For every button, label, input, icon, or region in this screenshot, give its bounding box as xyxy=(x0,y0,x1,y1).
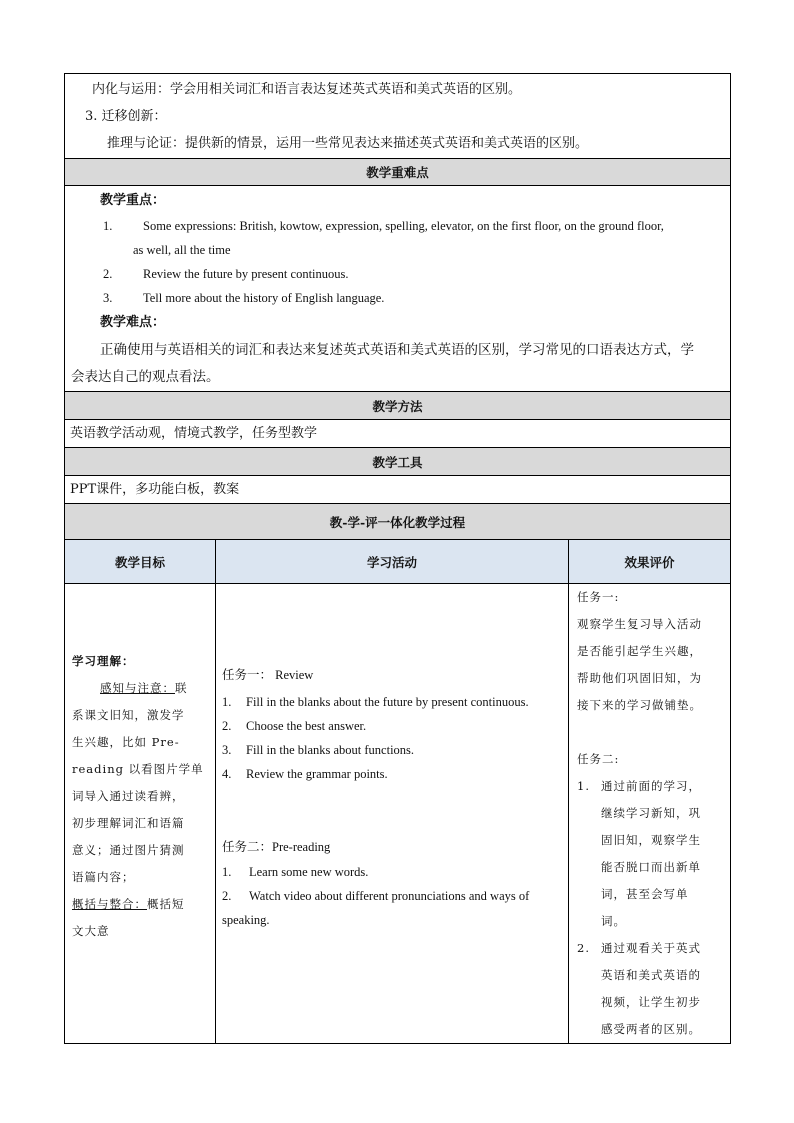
eval-task1-line: 观察学生复习导入活动 xyxy=(577,617,702,631)
goal-cell xyxy=(65,584,216,1044)
eval-task2-title: 任务二: xyxy=(577,752,620,766)
goal-line: 生兴趣，比如 Pre- xyxy=(72,735,180,749)
goal-line: 系课文旧知，激发学 xyxy=(72,708,185,722)
goal-line: 文大意 xyxy=(72,924,110,938)
focus-item: 1. Some expressions: British, kowtow, expression, spelling, elevator, on the first floor, on the ground floor, xyxy=(103,219,664,233)
focus-label: 教学重点： xyxy=(100,193,166,208)
goal-title: 学习理解： xyxy=(72,654,135,668)
task1-item: 3. Fill in the blanks about functions. xyxy=(222,743,415,757)
objective-line: 内化与运用：学会用相关词汇和语言表达复述英式英语和美式英语的区别。 xyxy=(92,82,522,97)
focus-item-continuation: as well, all the time xyxy=(133,243,231,257)
goal-line: 意义；通过图片猜测 xyxy=(72,843,185,857)
focus-item: 3. Tell more about the history of English language. xyxy=(103,291,385,305)
column-header-activities: 学习活动 xyxy=(216,540,569,584)
task2-item: 2. Watch video about different pronunciations and ways of xyxy=(222,889,530,903)
task1-item: 4. Review the grammar points. xyxy=(222,767,388,781)
tools-text: PPT课件，多功能白板，教案 xyxy=(65,476,731,504)
evaluation-cell xyxy=(569,584,731,1044)
difficulty-text-cont: 会表达自己的观点看法。 xyxy=(71,369,220,385)
column-header-evaluation: 效果评价 xyxy=(569,540,731,584)
lesson-plan-table xyxy=(64,73,730,1044)
task2-item: 1. Learn some new words. xyxy=(222,865,369,879)
goal-line: reading 以看图片学单 xyxy=(72,762,204,776)
eval-task2-item: 2. 通过观看关于英式 英语和美式英语的 视频，让学生初步 感受两者的区别。 xyxy=(577,941,701,1036)
difficulty-text: 正确使用与英语相关的词汇和表达来复述英式英语和美式英语的区别，学习常见的口语表达方式，学 xyxy=(100,342,694,358)
task2-item-continuation: speaking. xyxy=(222,913,270,927)
objectives-continuation xyxy=(65,74,731,159)
goal-line: 初步理解词汇和语篇 xyxy=(72,816,185,830)
eval-task1-line: 帮助他们巩固旧知，为 xyxy=(577,671,702,685)
task1-item: 1. Fill in the blanks about the future by present continuous. xyxy=(222,695,529,709)
objective-line: 推理与论证：提供新的情景，运用一些常见表达来描述英式英语和美式英语的区别。 xyxy=(107,136,589,151)
eval-task2-item: 1. 通过前面的学习， 继续学习新知，巩 固旧知，观察学生 能否脱口而出新单 词，甚至会写单 词。 xyxy=(577,779,701,928)
section-header-tools: 教学工具 xyxy=(65,448,731,476)
goal-line: 语篇内容； xyxy=(72,870,135,884)
section-header-methods: 教学方法 xyxy=(65,392,731,420)
objective-heading: 3. 迁移创新： xyxy=(85,109,167,124)
goal-line: 概括与整合：概括短 xyxy=(72,897,185,911)
eval-task1-line: 是否能引起学生兴趣， xyxy=(577,644,702,658)
difficulty-label: 教学难点： xyxy=(100,315,166,330)
activities-cell xyxy=(216,584,569,1044)
methods-text: 英语教学活动观，情境式教学，任务型教学 xyxy=(65,420,731,448)
key-points-body xyxy=(65,186,731,392)
eval-task1-line: 接下来的学习做铺垫。 xyxy=(577,698,702,712)
task1-item: 2. Choose the best answer. xyxy=(222,719,367,733)
goal-line: 词导入通过读看辨， xyxy=(72,789,185,803)
section-header-key-points: 教学重难点 xyxy=(65,159,731,186)
eval-task1-title: 任务一: xyxy=(577,590,620,604)
column-header-goal: 教学目标 xyxy=(65,540,216,584)
goal-line: 感知与注意：联 xyxy=(100,681,188,695)
task2-title: 任务二：Pre-reading xyxy=(222,840,331,854)
focus-item: 2. Review the future by present continuous. xyxy=(103,267,349,281)
task1-title: 任务一： Review xyxy=(222,668,314,682)
section-header-process: 教-学-评一体化教学过程 xyxy=(65,504,731,540)
